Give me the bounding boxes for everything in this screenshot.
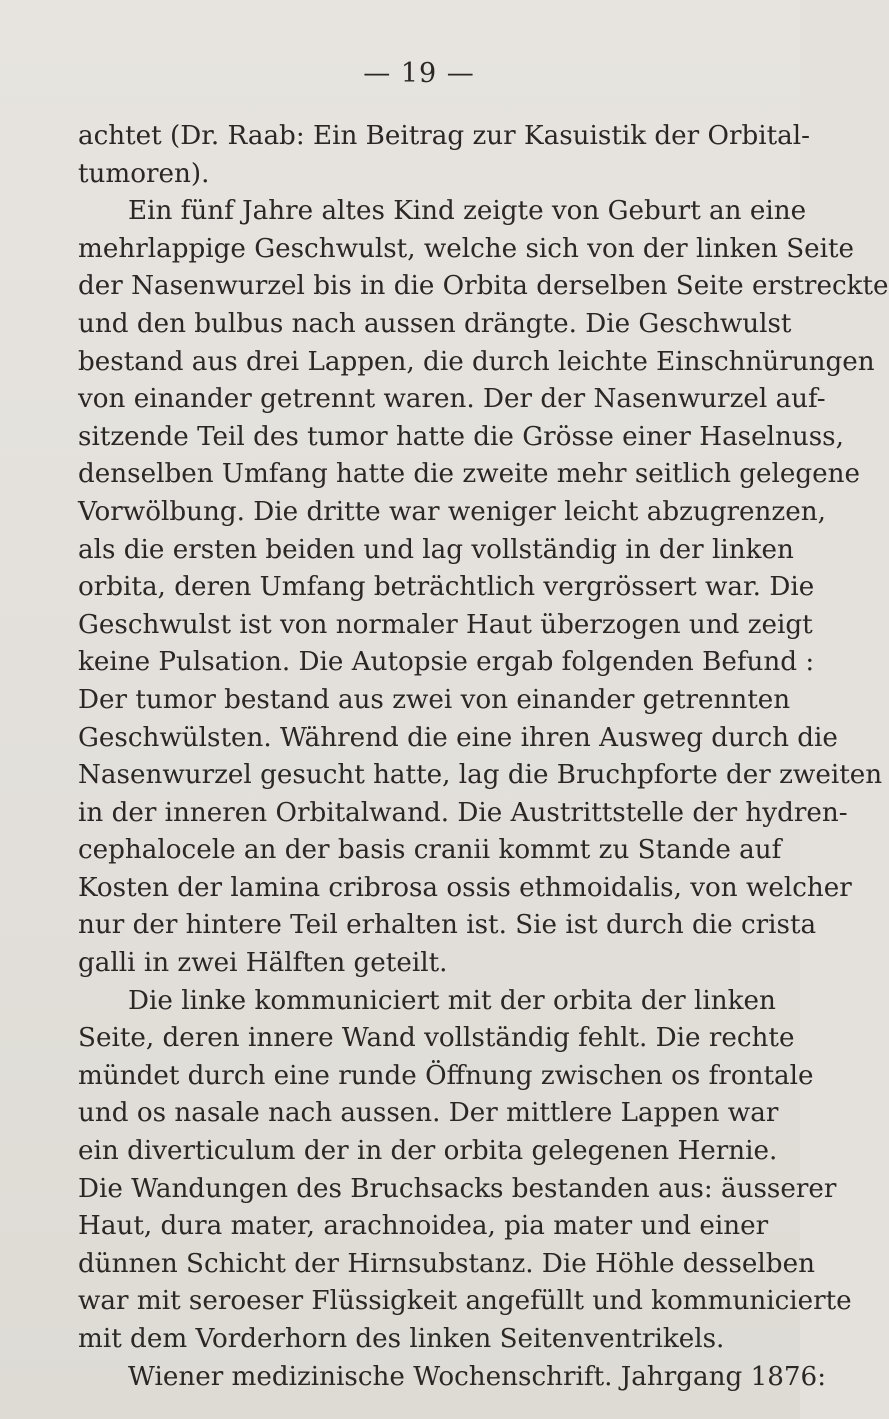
text-line: mehrlappige Geschwulst, welche sich von der linken Seite (78, 233, 855, 264)
text-line: der Nasenwurzel bis in die Orbita derselben Seite erstreckte (78, 271, 889, 302)
paragraph-2 (78, 193, 889, 982)
text-line: cephalocele an der basis cranii kommt zu Stande auf (78, 835, 782, 866)
text-line: mit dem Vorderhorn des linken Seitenventrikels. (78, 1324, 725, 1354)
text-line: orbita, deren Umfang beträchtlich vergrössert war. Die (78, 572, 815, 603)
text-line: sitzende Teil des tumor hatte die Grösse einer Haselnuss, (78, 421, 844, 452)
paragraph-1 (78, 118, 810, 193)
text-line: als die ersten beiden und lag vollständig in der linken (78, 534, 794, 565)
text-line: Kosten der lamina cribrosa ossis ethmoidalis, von welcher (78, 872, 852, 903)
text-line: Geschwulst ist von normaler Haut überzogen und zeigt (78, 609, 813, 640)
text-line: Die Wandungen des Bruchsacks bestanden aus: äusserer (78, 1173, 837, 1204)
text-line: ein diverticulum der in der orbita gelegenen Hernie. (78, 1136, 778, 1167)
text-line: von einander getrennt waren. Der der Nasenwurzel auf- (78, 384, 826, 415)
text-line: galli in zwei Hälften geteilt. (78, 948, 448, 979)
text-line: bestand aus drei Lappen, die durch leichte Einschnürungen (78, 346, 875, 377)
text-line: Der tumor bestand aus zwei von einander getrennten (78, 684, 791, 715)
text-line: war mit seroeser Flüssigkeit angefüllt und kommunicierte (78, 1286, 852, 1317)
paragraph-3 (78, 983, 852, 1359)
page-number: — 19 — (363, 58, 475, 89)
text-line: dünnen Schicht der Hirnsubstanz. Die Höhle desselben (78, 1248, 815, 1279)
text-line: Ein fünf Jahre altes Kind zeigte von Geburt an eine (128, 196, 807, 227)
text-line: mündet durch eine runde Öffnung zwischen os frontale (78, 1060, 814, 1091)
body-text (78, 118, 889, 1396)
text-line: achtet (Dr. Raab: Ein Beitrag zur Kasuistik der Orbital- (78, 121, 810, 151)
text-line: Vorwölbung. Die dritte war weniger leicht abzugrenzen, (78, 496, 826, 527)
paragraph-4 (78, 1359, 827, 1397)
text-line: Die linke kommuniciert mit der orbita der linken (128, 985, 776, 1016)
text-line: und os nasale nach aussen. Der mittlere Lappen war (78, 1098, 779, 1129)
text-line: und den bulbus nach aussen drängte. Die Geschwulst (78, 308, 792, 339)
text-line: Nasenwurzel gesucht hatte, lag die Bruchpforte der zweiten (78, 760, 883, 791)
text-line: nur der hintere Teil erhalten ist. Sie ist durch die crista (78, 910, 817, 941)
text-line: Haut, dura mater, arachnoidea, pia mater und einer (78, 1211, 769, 1242)
text-line: Geschwülsten. Während die eine ihren Ausweg durch die (78, 722, 838, 753)
text-line: tumoren). (78, 158, 210, 189)
text-line: keine Pulsation. Die Autopsie ergab folgenden Befund : (78, 647, 815, 678)
text-line: Seite, deren innere Wand vollständig fehlt. Die rechte (78, 1023, 795, 1054)
text-line: Wiener medizinische Wochenschrift. Jahrgang 1876: (128, 1361, 827, 1392)
text-line: in der inneren Orbitalwand. Die Austrittstelle der hydren- (78, 797, 848, 828)
text-line: denselben Umfang hatte die zweite mehr seitlich gelegene (78, 459, 861, 490)
